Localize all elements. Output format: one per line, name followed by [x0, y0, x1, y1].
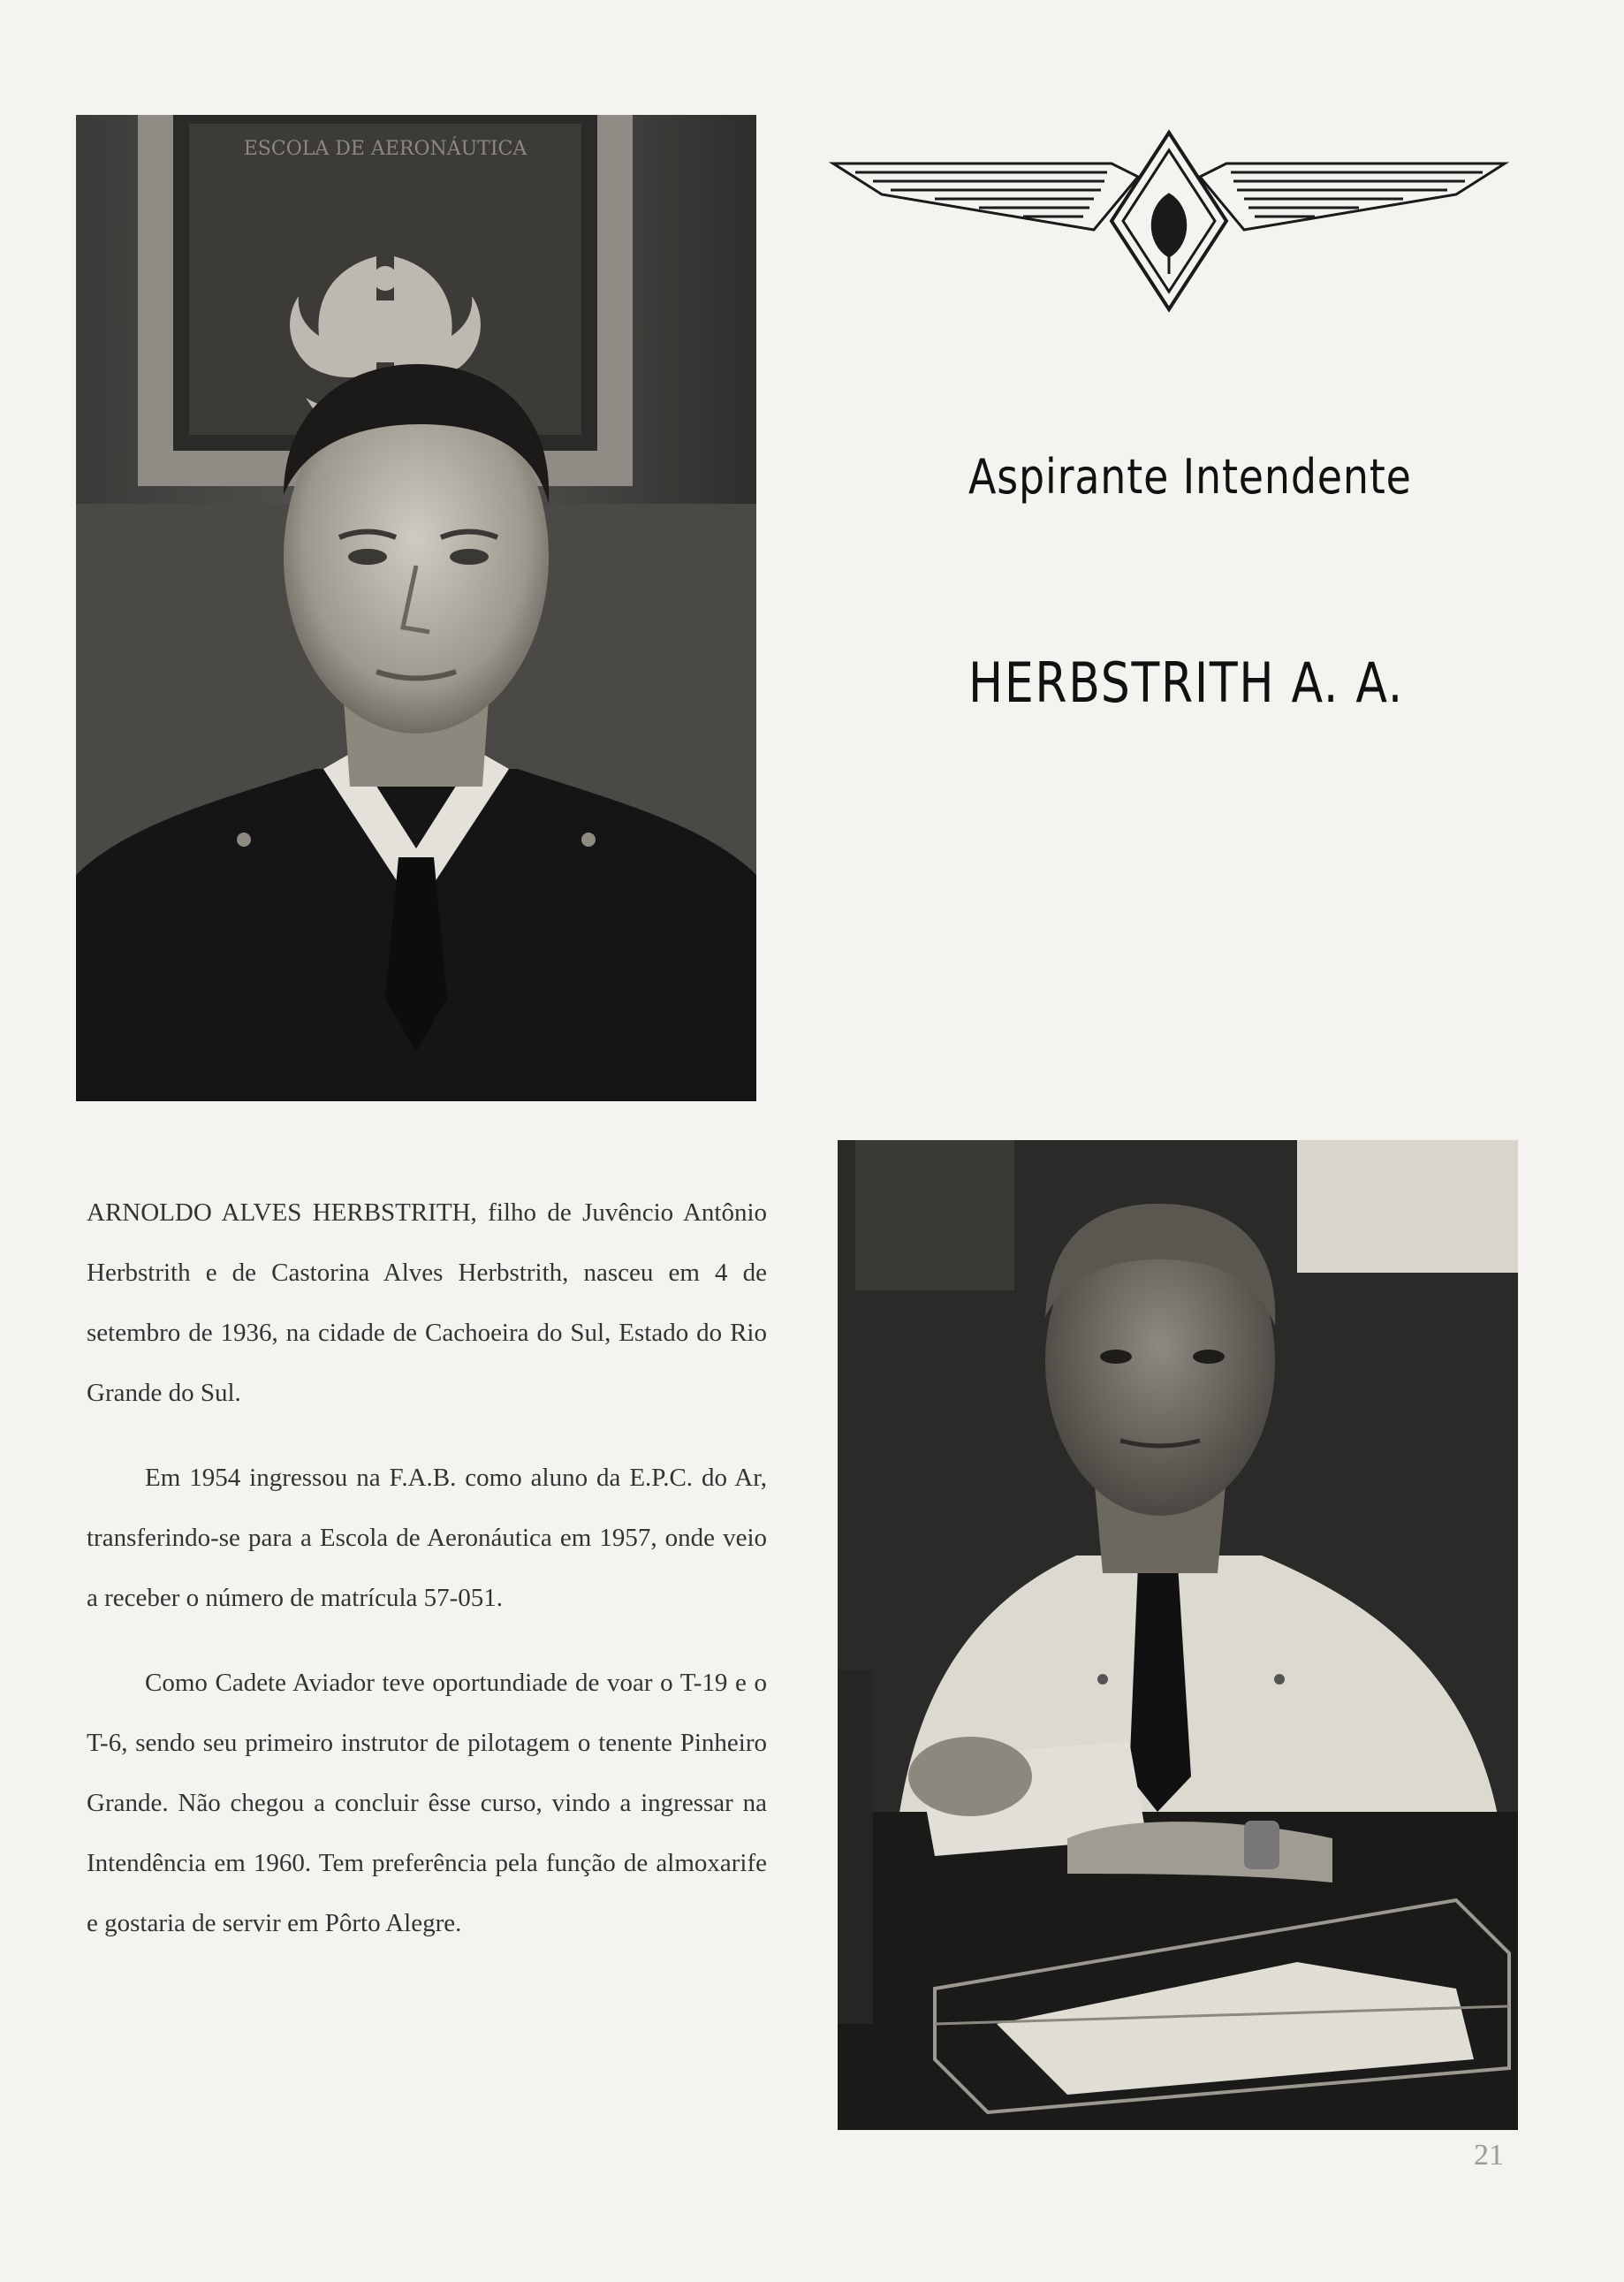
- portrait-photo-image: [76, 115, 756, 1101]
- portrait-photo-uniform: [76, 115, 756, 1101]
- heading-name: HERBSTRITH A. A.: [968, 650, 1404, 715]
- desk-photo: [838, 1140, 1518, 2130]
- bio-paragraph-3: Como Cadete Aviador teve oportundiade de voar o T-19 e o T-6, sendo seu primeiro instrutor de pilotagem o tenente Pinheiro Grande. Não chegou a concluir êsse curso, vindo a ingressar na Intendência em 1960. Tem preferência pela função de almoxarife e gostaria de servir em Pôrto Alegre.: [87, 1669, 767, 1937]
- heading-rank: Aspirante Intendente: [968, 449, 1412, 505]
- desk-photo-image: [838, 1140, 1518, 2130]
- wings-insignia-icon: [829, 124, 1509, 318]
- biography-text: [87, 1183, 767, 1978]
- plaque-text: ESCOLA DE AERONÁUTICA: [243, 138, 527, 160]
- bio-paragraph-1: ARNOLDO ALVES HERBSTRITH, filho de Juvêncio Antônio Herbstrith e de Castorina Alves Herbstrith, nasceu em 4 de setembro de 1936, na cidade de Cachoeira do Sul, Estado do Rio Grande do Sul.: [87, 1198, 767, 1407]
- page-number: 21: [1474, 2139, 1504, 2172]
- bio-paragraph-2: Em 1954 ingressou na F.A.B. como aluno da E.P.C. do Ar, transferindo-se para a Escola de Aeronáutica em 1957, onde veio a receber o número de matrícula 57-051.: [87, 1464, 767, 1612]
